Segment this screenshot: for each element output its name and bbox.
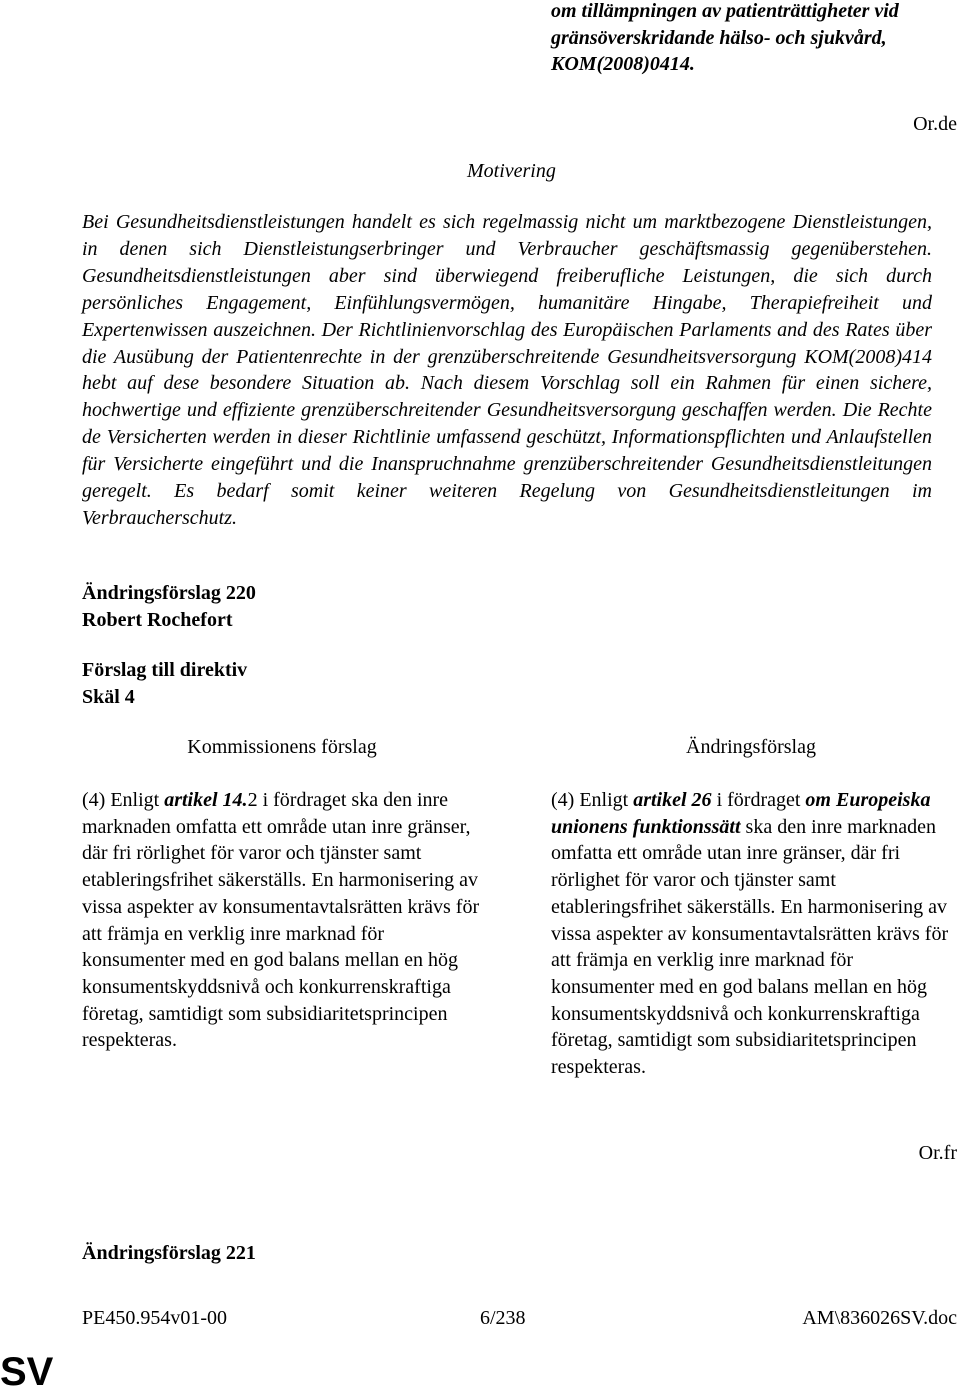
amendment-text-part: ska den inre marknaden omfatta ett område utan inre gränser, där fri rörlighet för varor och tjänster samt etableringsfrihet säkerställs. En harmonisering av vissa aspekter av konsumentavtalsrätten krävs för att främja en verklig inre marknad för konsumenter med en god balans mellan en hög konsumentskyddsnivå och konkurrenskraftiga företag, samtidigt som subsidiaritetsprincipen respekteras. [551, 815, 949, 1079]
original-language-de: Or.de [913, 113, 957, 135]
amendment-text-part: (4) Enligt [551, 789, 634, 811]
original-language-fr: Or.fr [918, 1142, 957, 1164]
footer-file-name: AM\836026SV.doc [802, 1307, 957, 1329]
proposal-title: Förslag till direktiv [82, 659, 248, 681]
amendment-text-emphasis: artikel 26 [633, 789, 712, 811]
footer-doc-ref: PE450.954v01-00 [82, 1307, 227, 1329]
next-amendment-number: Ändringsförslag 221 [82, 1242, 256, 1264]
commission-text-part: 2 i fördraget ska den inre marknaden omfatta ett område utan inre gränser, där fri rörlighet för varor och tjänster samt etableringsfrihet säkerställs. En harmonisering av vissa aspekter av konsumentavtalsrätten krävs för att främja en verklig inre marknad för konsumenter med en god balans mellan en hög konsumentskyddsnivå och konkurrenskraftiga företag, samtidigt som subsidiaritetsprincipen respekteras. [82, 789, 480, 1052]
language-code: SV [0, 1350, 54, 1394]
amendment-column-heading: Ändringsförslag [686, 736, 816, 758]
commission-text-part: (4) Enligt [82, 789, 165, 811]
header-reference-line: om tillämpningen av patienträttigheter vid [551, 0, 899, 22]
footer-page-number: 6/238 [480, 1307, 526, 1329]
amendment-number: Ändringsförslag 220 [82, 582, 256, 604]
commission-text-emphasis: artikel 14. [164, 789, 248, 811]
justification-text: Bei Gesundheitsdienstleistungen handelt es sich regelmassig nicht um marktbezogene Dienstleistungen, in denen sich Dienstleistungserbringer und Verbraucher geschäftsmassig gegenüberstehen. Gesundheitsdienstleistungen aber sind überwiegend freiberufliche Leistungen, die sich durch persönliches Engagement, Einfühlungsvermögen, humanitäre Hingabe, Therapiefreiheit und Expertenwissen auszeichnen. Der Richtlinienvorschlag des Europäischen Parlaments and des Rates über die Ausübung der Patientenrechte in der grenzüberschreitende Gesundheitsversorgung KOM(2008)414 hebt auf dese besondere Situation ab. Nach diesem Vorschlag soll ein Rahmen für einen sichere, hochwertige und effiziente grenzüberschreitender Gesundheitsversorgung geschaffen werden. Die Rechte de Versicherten werden in dieser Richtlinie umfassend geschützt, Informationspflichten und Anlaufstellen für Versicherte eingeführt und die Inanspruchnahme grenzüberschreitender Gesundheitsdienstleitungen geregelt. Es bedarf somit keiner weiteren Regelung von Gesundheitsdienstleitungen im Verbraucherschutz. [82, 211, 932, 529]
amendment-text-emphasis: om Europeiska unionens funktionssätt [551, 789, 931, 838]
commission-text [82, 787, 482, 1054]
amendment-text [551, 787, 951, 1081]
recital-label: Skäl 4 [82, 686, 135, 708]
commission-column-heading: Kommissionens förslag [187, 736, 377, 758]
header-reference [551, 0, 960, 78]
header-reference-line: KOM(2008)0414. [551, 53, 695, 75]
justification-title: Motivering [467, 160, 556, 182]
amendment-author: Robert Rochefort [82, 609, 233, 631]
amendment-text-part: i fördraget [711, 789, 806, 811]
header-reference-line: gränsöverskridande hälso- och sjukvård, [551, 26, 887, 49]
